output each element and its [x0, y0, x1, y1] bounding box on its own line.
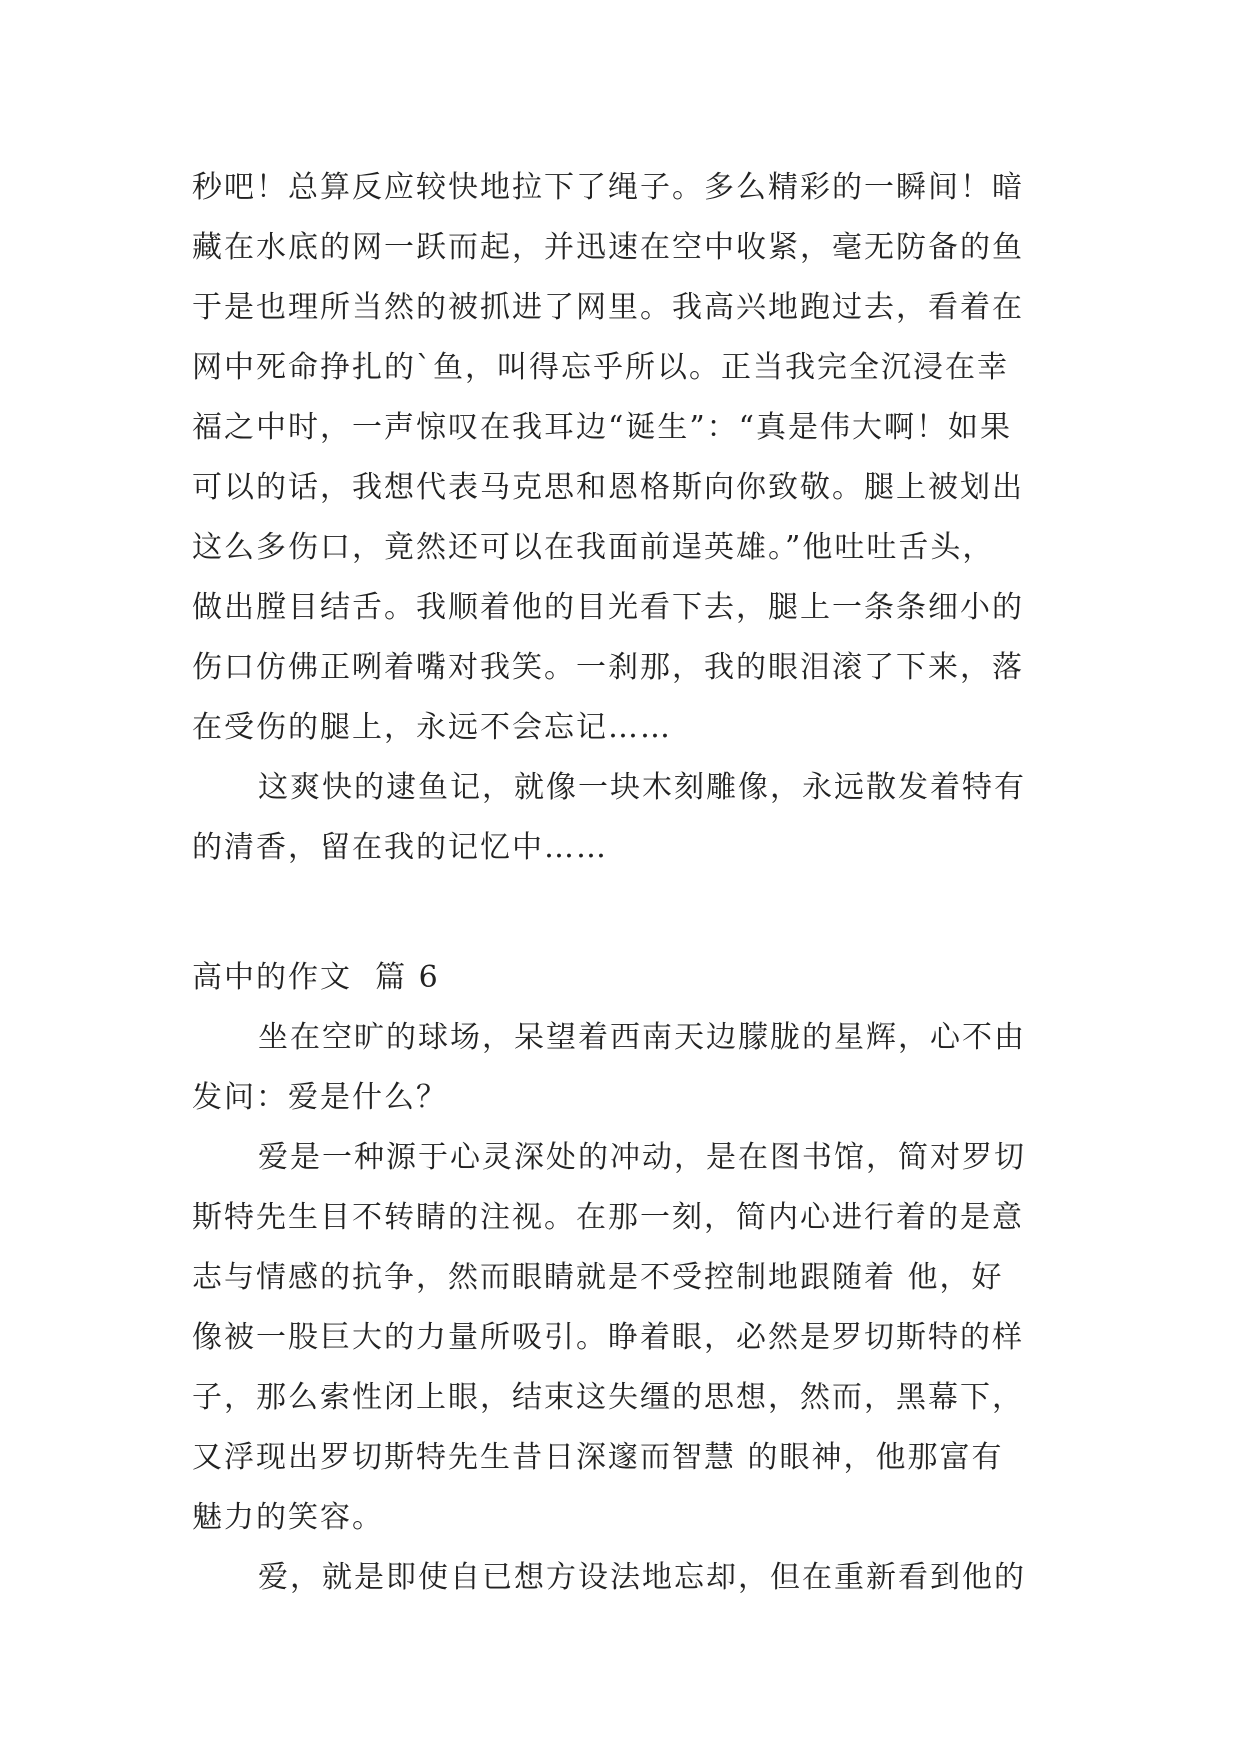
- paragraph-fishing-story: [192, 158, 1052, 758]
- text-line: 像被一股巨大的力量所吸引。睁着眼，必然是罗切斯特的样: [192, 1320, 1024, 1355]
- text-line: 福之中时，一声惊叹在我耳边“诞生”：“真是伟大啊！如果: [192, 410, 1013, 445]
- text-line: 又浮现出罗切斯特先生昔日深邃而智慧 的眼神，他那富有: [192, 1440, 1004, 1475]
- text-line: 秒吧！总算反应较快地拉下了绳子。多么精彩的一瞬间！暗: [192, 170, 1024, 205]
- paragraph-question: [192, 1008, 1052, 1128]
- text-line: 发问：爱是什么？: [192, 1080, 448, 1115]
- text-line: 于是也理所当然的被抓进了网里。我高兴地跑过去，看着在: [192, 290, 1024, 325]
- paragraph-conclusion: [192, 758, 1052, 878]
- paragraph-forgetting: [192, 1548, 1052, 1608]
- text-line: 网中死命挣扎的`鱼，叫得忘乎所以。正当我完全沉浸在幸: [192, 350, 1009, 385]
- text-line: 爱，就是即使自已想方设法地忘却，但在重新看到他的: [258, 1560, 1026, 1595]
- section-gap: [192, 878, 1052, 948]
- text-line: 藏在水底的网一跃而起，并迅速在空中收紧，毫无防备的鱼: [192, 230, 1024, 265]
- text-line: 坐在空旷的球场，呆望着西南天边朦胧的星辉，心不由: [258, 1020, 1026, 1055]
- document-page: [192, 158, 1052, 1608]
- paragraph-love-definition: [192, 1128, 1052, 1548]
- text-line: 志与情感的抗争，然而眼睛就是不受控制地跟随着 他，好: [192, 1260, 1004, 1295]
- text-line: 这爽快的逮鱼记，就像一块木刻雕像，永远散发着特有: [258, 770, 1026, 805]
- text-line: 伤口仿佛正咧着嘴对我笑。一刹那，我的眼泪滚了下来，落: [192, 650, 1024, 685]
- text-line: 爱是一种源于心灵深处的冲动，是在图书馆，简对罗切: [258, 1140, 1026, 1175]
- text-line: 的清香，留在我的记忆中……: [192, 830, 608, 865]
- text-line: 在受伤的腿上，永远不会忘记……: [192, 710, 672, 745]
- text-line: 这么多伤口，竟然还可以在我面前逞英雄。”他吐吐舌头，: [192, 530, 995, 565]
- section-heading: 高中的作文 篇 6: [192, 960, 440, 995]
- text-line: 魅力的笑容。: [192, 1500, 384, 1535]
- text-line: 斯特先生目不转睛的注视。在那一刻，简内心进行着的是意: [192, 1200, 1024, 1235]
- text-line: 做出膛目结舌。我顺着他的目光看下去，腿上一条条细小的: [192, 590, 1024, 625]
- text-line: 子，那么索性闭上眼，结束这失缰的思想，然而，黑幕下，: [192, 1380, 1024, 1415]
- text-line: 可以的话，我想代表马克思和恩格斯向你致敬。腿上被划出: [192, 470, 1024, 505]
